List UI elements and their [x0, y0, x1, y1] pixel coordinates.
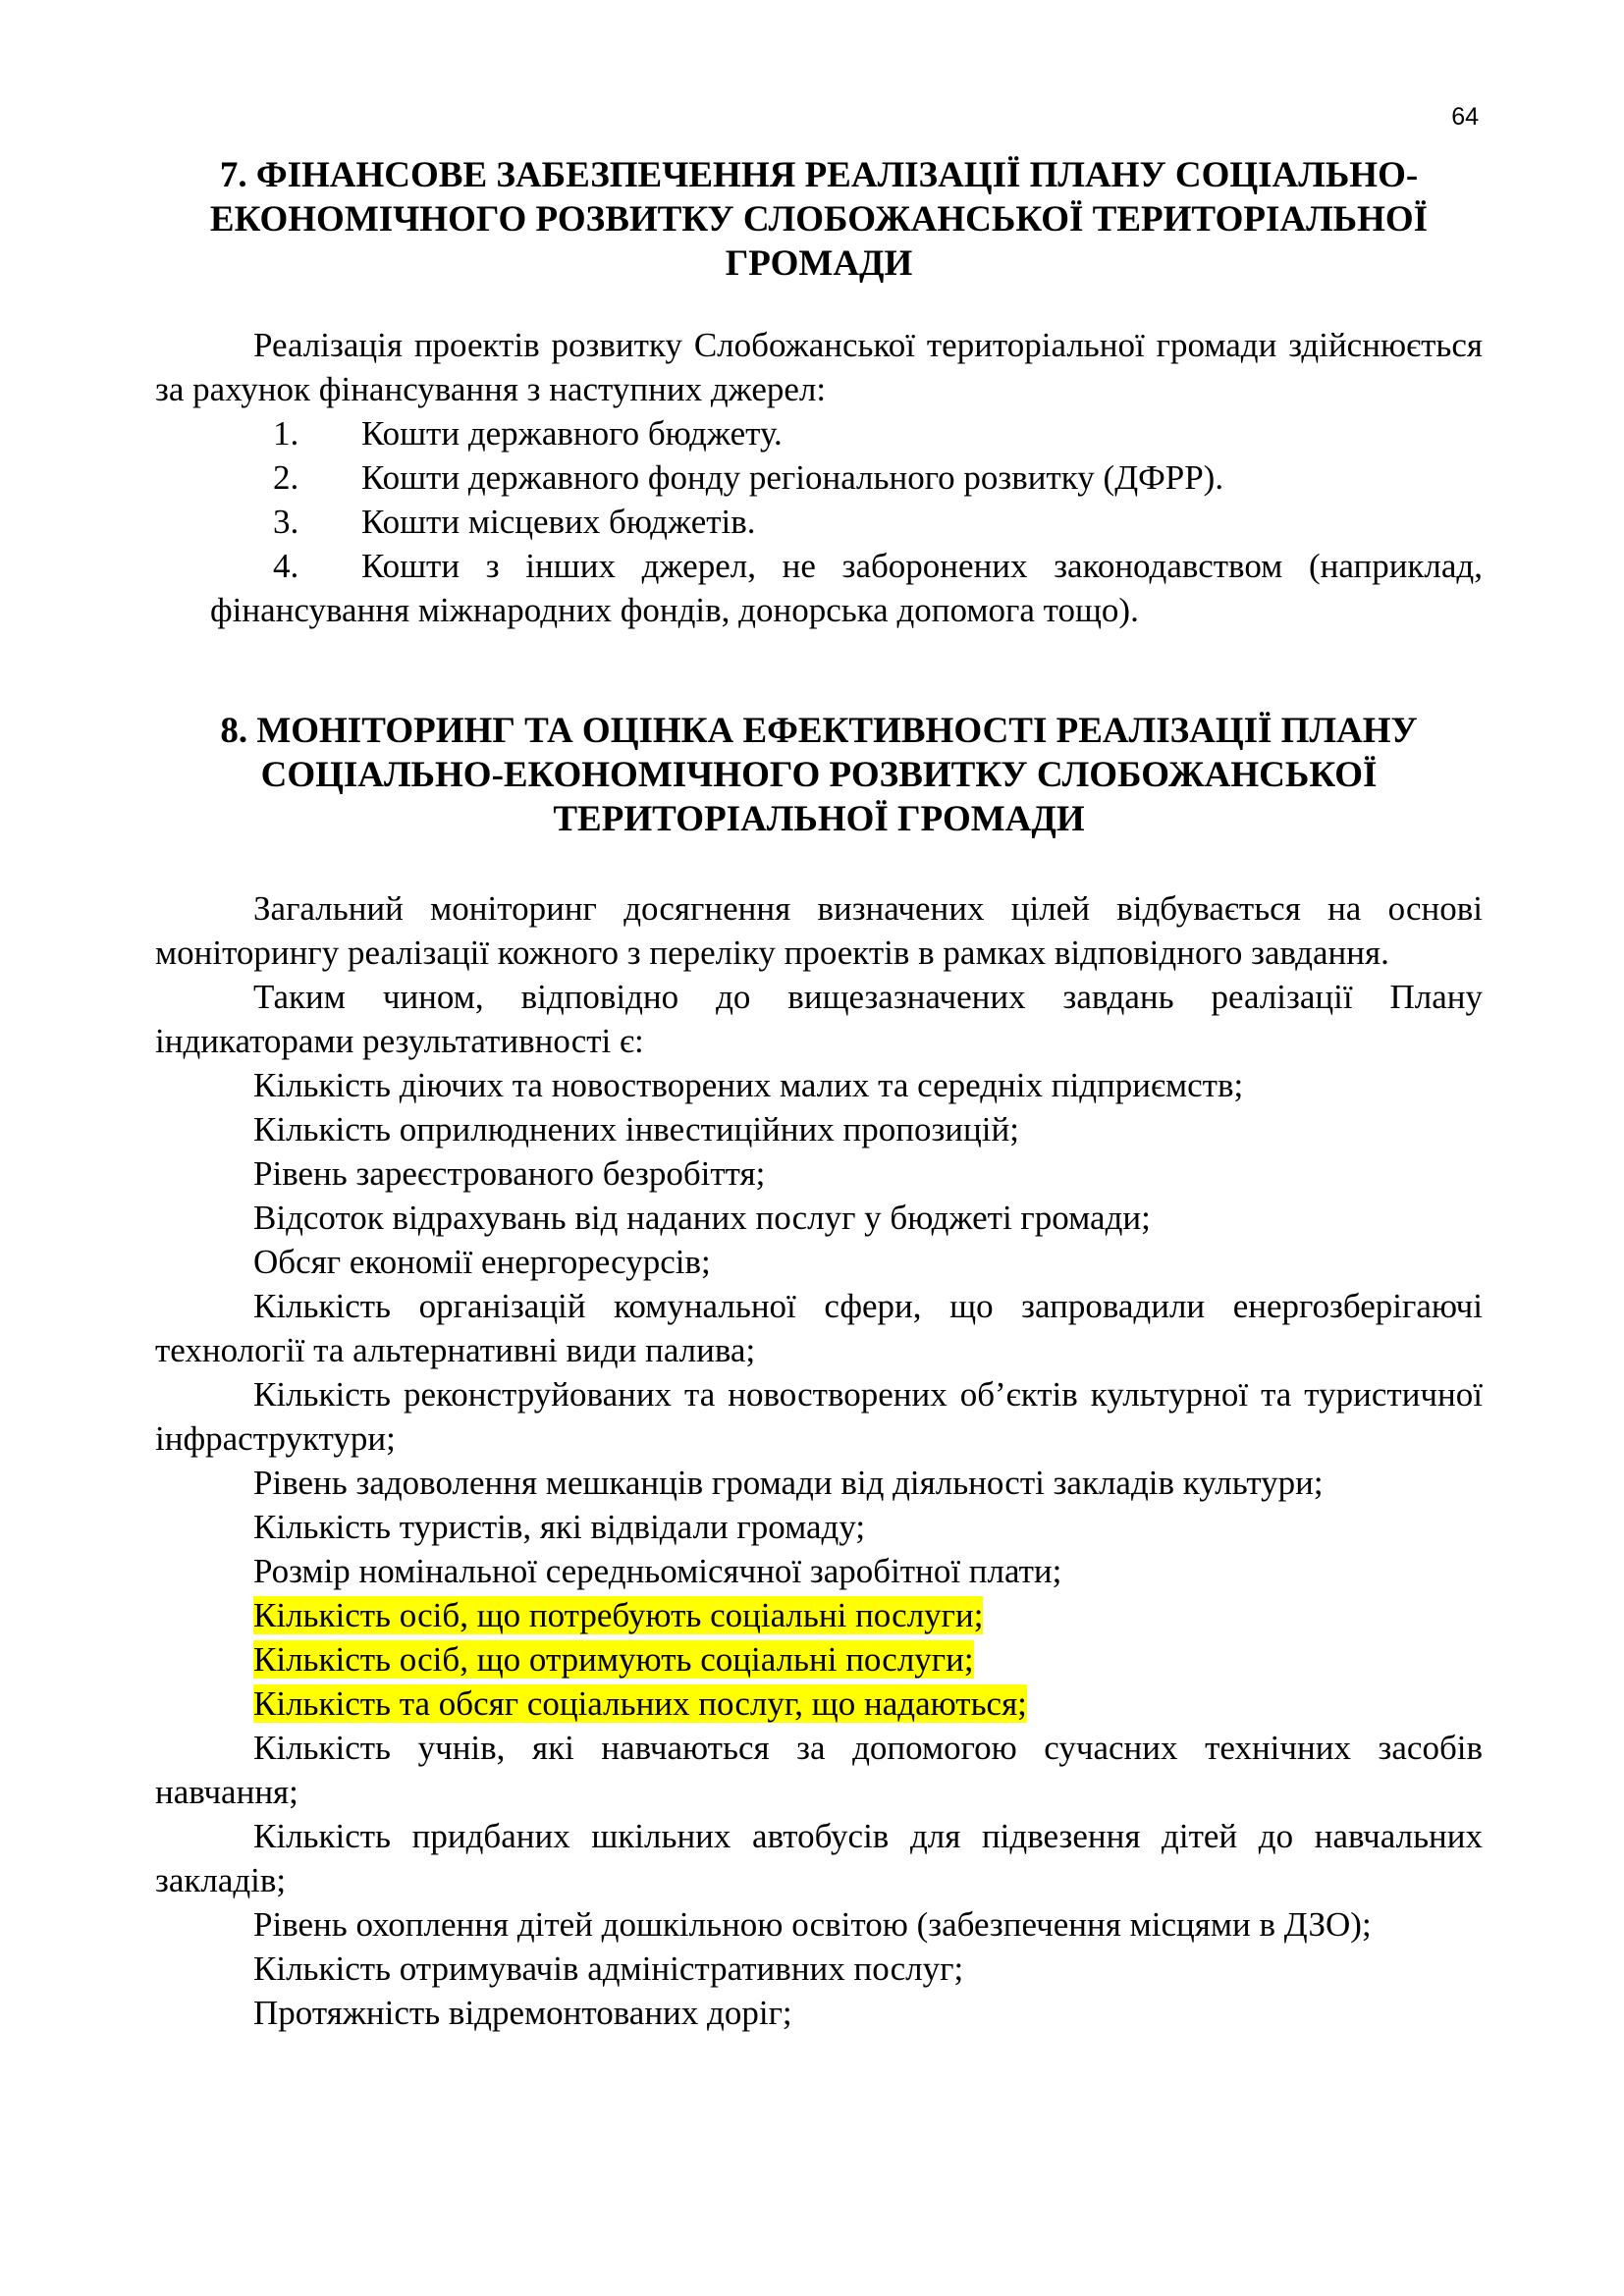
section-8-heading-line: СОЦІАЛЬНО-ЕКОНОМІЧНОГО РОЗВИТКУ СЛОБОЖАНСЬКОЇ — [260, 755, 1378, 795]
funding-source-item — [155, 500, 1483, 544]
list-number: 2. — [273, 458, 299, 497]
indicator-text: Кількість учнів, які навчаються за допомогою сучасних технічних засобів навчання; — [155, 1729, 1483, 1811]
indicator-text: Відсоток відрахувань від наданих послуг у бюджеті громади; — [253, 1199, 1151, 1237]
indicator-item — [155, 1063, 1483, 1107]
indicator-text: Кількість туристів, які відвідали громаду; — [253, 1508, 866, 1546]
indicator-item — [155, 1549, 1483, 1593]
indicator-item — [155, 1107, 1483, 1151]
section-8-heading — [155, 709, 1483, 841]
section-7-heading — [155, 153, 1483, 286]
indicator-item — [155, 1814, 1483, 1902]
indicator-text: Рівень задоволення мешканців громади від діяльності закладів культури; — [253, 1464, 1324, 1502]
indicator-item — [155, 1505, 1483, 1549]
document-body — [155, 153, 1483, 2035]
indicator-item — [155, 1902, 1483, 1947]
indicators-list — [155, 1063, 1483, 2035]
funding-source-item — [155, 544, 1483, 632]
indicators-intro: Таким чином, відповідно до вищезазначених завдань реалізації Плану індикаторами результативності є: — [155, 978, 1483, 1060]
page-number: 64 — [1451, 103, 1479, 131]
funding-source-item — [155, 455, 1483, 500]
funding-sources-list — [155, 411, 1483, 632]
indicator-text: Кількість отримувачів адміністративних послуг; — [253, 1949, 964, 1988]
indicator-item — [155, 1593, 1483, 1637]
indicator-text: Обсяг економії енергоресурсів; — [253, 1243, 711, 1281]
indicator-text: Розмір номінальної середньомісячної заробітної плати; — [253, 1552, 1062, 1590]
indicator-item — [155, 1682, 1483, 1726]
indicator-item — [155, 1240, 1483, 1284]
funding-source-text: Кошти з інших джерел, не заборонених законодавством (наприклад, фінансування міжнародних фондів, донорська допомога тощо). — [210, 547, 1483, 629]
funding-source-text: Кошти державного бюджету. — [361, 414, 783, 453]
indicator-text: Протяжність відремонтованих доріг; — [253, 1994, 792, 2032]
highlighted-indicator-text: Кількість осіб, що отримують соціальні послуги; — [253, 1640, 974, 1679]
indicator-item — [155, 1151, 1483, 1196]
funding-source-item — [155, 411, 1483, 455]
funding-source-text: Кошти місцевих бюджетів. — [361, 503, 756, 541]
highlighted-indicator-text: Кількість та обсяг соціальних послуг, що надаються; — [253, 1684, 1027, 1723]
indicator-text: Рівень зареєстрованого безробіття; — [253, 1154, 766, 1193]
section-8-heading-line: ТЕРИТОРІАЛЬНОЇ ГРОМАДИ — [553, 799, 1085, 839]
indicator-item — [155, 1947, 1483, 1991]
indicator-item — [155, 1637, 1483, 1682]
section-7-intro: Реалізація проектів розвитку Слобожанської територіальної громади здійснюється за рахунок фінансування з наступних джерел: — [155, 326, 1483, 408]
indicator-item — [155, 1461, 1483, 1505]
funding-source-text: Кошти державного фонду регіонального розвитку (ДФРР). — [361, 458, 1224, 497]
indicator-item — [155, 1991, 1483, 2035]
indicator-text: Кількість оприлюднених інвестиційних пропозицій; — [253, 1110, 1019, 1148]
indicator-item — [155, 1284, 1483, 1372]
indicator-item — [155, 1196, 1483, 1240]
section-7-heading-line: ГРОМАДИ — [725, 243, 913, 284]
section-7-heading-line: 7. ФІНАНСОВЕ ЗАБЕЗПЕЧЕННЯ РЕАЛІЗАЦІЇ ПЛАНУ СОЦІАЛЬНО- — [219, 155, 1419, 195]
monitoring-paragraph: Загальний моніторинг досягнення визначених цілей відбувається на основі моніторингу реалізації кожного з переліку проектів в рамках відповідного завдання. — [155, 889, 1483, 972]
indicator-text: Кількість організацій комунальної сфери, що запровадили енергозберігаючі технології та альтернативні види палива; — [155, 1287, 1483, 1369]
indicator-text: Кількість придбаних шкільних автобусів для підвезення дітей до навчальних закладів; — [155, 1817, 1483, 1899]
list-number: 1. — [273, 414, 299, 453]
section-7-heading-line: ЕКОНОМІЧНОГО РОЗВИТКУ СЛОБОЖАНСЬКОЇ ТЕРИТОРІАЛЬНОЇ — [209, 199, 1429, 240]
indicator-text: Кількість реконструйованих та новостворених об’єктів культурної та туристичної інфраструктури; — [155, 1375, 1483, 1458]
indicator-item — [155, 1372, 1483, 1461]
list-number: 3. — [273, 503, 299, 541]
indicator-item — [155, 1726, 1483, 1814]
highlighted-indicator-text: Кількість осіб, що потребують соціальні послуги; — [253, 1596, 984, 1634]
section-8-heading-line: 8. МОНІТОРИНГ ТА ОЦІНКА ЕФЕКТИВНОСТІ РЕАЛІЗАЦІЇ ПЛАНУ — [220, 711, 1418, 751]
list-number: 4. — [273, 547, 299, 585]
indicator-text: Кількість діючих та новостворених малих та середніх підприємств; — [253, 1066, 1244, 1104]
indicator-text: Рівень охоплення дітей дошкільною освітою (забезпечення місцями в ДЗО); — [253, 1905, 1372, 1944]
